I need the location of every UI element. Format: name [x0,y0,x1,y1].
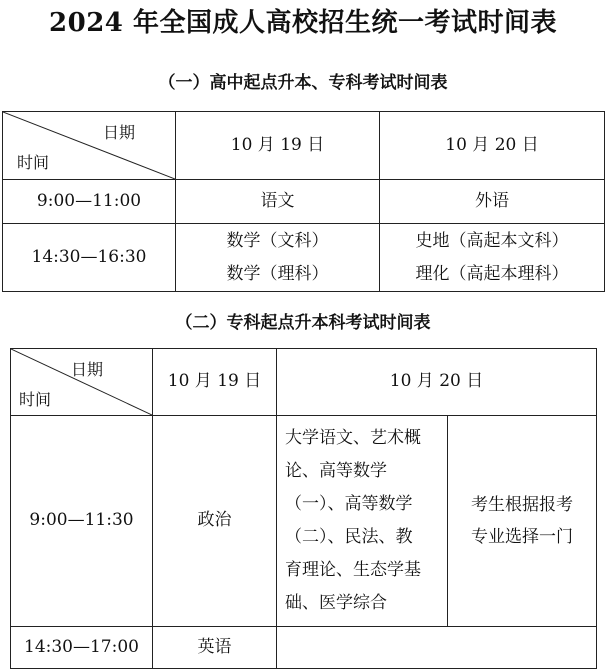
header-date-label: 日期 [103,123,136,142]
table2-corner-header [11,349,153,416]
table1-subject-cell: 外语 [380,180,605,224]
table2-caption: （二）专科起点升本科考试时间表 [175,313,431,333]
subject-line: 础、医学综合 [285,593,387,614]
table2-time-cell: 14:30—17:00 [11,627,153,669]
table1-subject-cell [176,224,380,292]
table2-empty-cell [277,627,597,669]
subject-line: 理化（高起本理科） [415,263,569,284]
table2-time-cell: 9:00—11:30 [11,416,153,627]
table2-subject-cell: 英语 [153,627,277,669]
header-time-label: 时间 [19,390,52,409]
subject-line: 数学（理科） [226,263,329,284]
table2-date-col-1: 10 月 19 日 [153,349,277,416]
table2-date-col-2: 10 月 20 日 [277,349,597,416]
table1-date-col-2: 10 月 20 日 [380,112,605,180]
note-line: 专业选择一门 [471,527,573,547]
subject-line: 数学（文科） [226,231,329,252]
header-time-label: 时间 [17,153,50,172]
table1-time-cell: 9:00—11:00 [3,180,176,224]
table1-time-cell: 14:30—16:30 [3,224,176,292]
table1-corner-header [3,112,176,180]
note-line: 考生根据报考 [471,494,573,515]
subject-line: 史地（高起本文科） [415,231,569,252]
table1-subject-cell: 语文 [176,180,380,224]
subject-line: 育理论、生态学基 [285,560,421,581]
subject-line: 大学语文、艺术概 [285,427,421,448]
subject-line: 论、高等数学 [285,460,387,481]
table1-subject-cell [380,224,605,292]
schedule-table-1 [2,111,605,292]
schedule-table-2 [10,348,597,669]
table1-caption: （一）高中起点升本、专科考试时间表 [158,73,448,93]
header-date-label: 日期 [71,360,104,379]
subject-line: （二）、民法、教 [285,527,413,547]
table1-date-col-1: 10 月 19 日 [176,112,380,180]
table2-note-cell [448,416,597,627]
table2-subject-cell: 政治 [153,416,277,627]
table2-subject-list-cell [277,416,448,627]
page-title: 2024 年全国成人高校招生统一考试时间表 [49,8,557,38]
subject-line: （一）、高等数学 [285,493,413,514]
